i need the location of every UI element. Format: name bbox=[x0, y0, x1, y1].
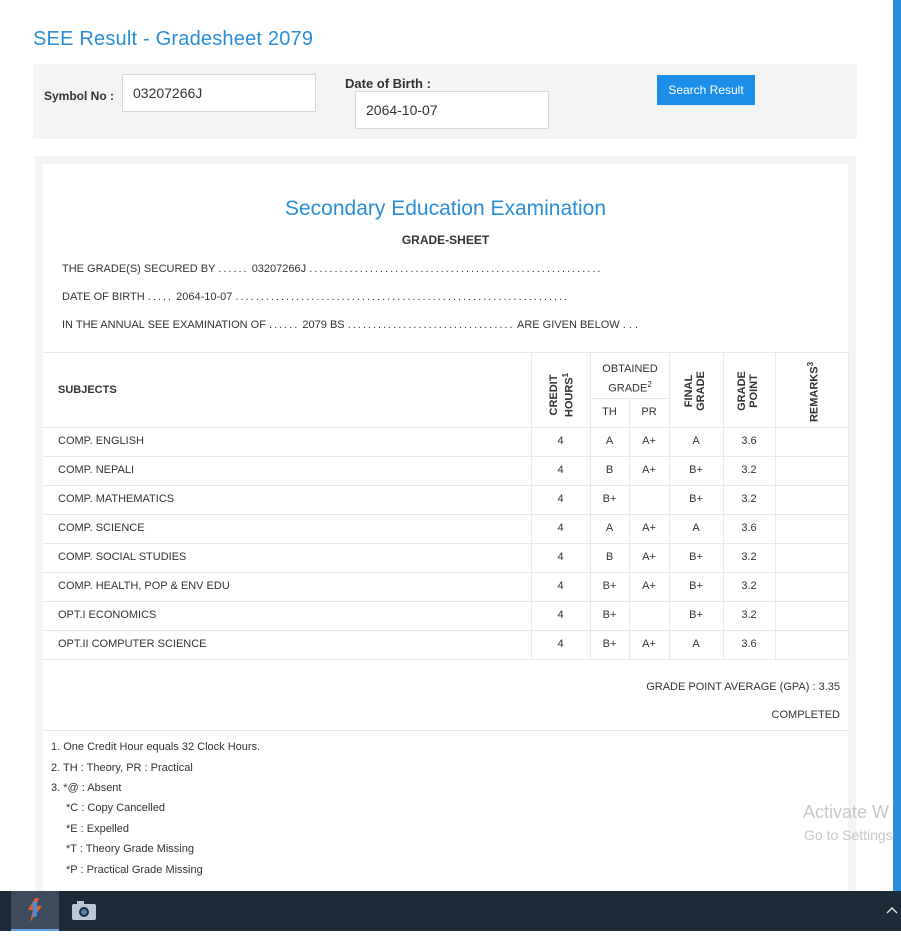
camera-icon bbox=[60, 891, 108, 931]
activate-windows-hint: Go to Settings bbox=[804, 827, 893, 843]
window-edge-strip bbox=[893, 0, 901, 891]
credit-hours-cell: 4 bbox=[557, 580, 564, 592]
dob-line: DATE OF BIRTH ..... 2064-10-07 .................................................................. bbox=[62, 291, 570, 303]
pr-grade-cell: A+ bbox=[642, 638, 656, 650]
grade-point-cell: 3.2 bbox=[741, 493, 757, 505]
th-grade-cell: B+ bbox=[602, 609, 617, 621]
grade-secured-line: THE GRADE(S) SECURED BY ...... 03207266J .......................................................... bbox=[62, 263, 603, 275]
note-theory-missing: *T : Theory Grade Missing bbox=[66, 843, 194, 855]
final-grade-cell: A bbox=[692, 435, 700, 447]
credit-hours-cell: 4 bbox=[557, 493, 564, 505]
exam-year-value: 2079 BS bbox=[302, 319, 345, 331]
chevron-up-icon[interactable] bbox=[885, 903, 899, 917]
th-grade-cell: A bbox=[605, 435, 614, 447]
taskbar-app-launcher[interactable] bbox=[11, 891, 59, 931]
note-absent: 3. *@ : Absent bbox=[51, 782, 122, 794]
note-expelled: *E : Expelled bbox=[66, 823, 129, 835]
grade-point-cell: 3.6 bbox=[741, 638, 757, 650]
final-grade-cell: B+ bbox=[689, 580, 703, 592]
header-final-grade: FINAL GRADE bbox=[683, 371, 707, 411]
grade-point-cell: 3.6 bbox=[741, 435, 757, 447]
pr-grade-cell: A+ bbox=[642, 435, 656, 447]
exam-year-suffix: ARE GIVEN BELOW . . . bbox=[517, 319, 639, 331]
final-grade-cell: B+ bbox=[689, 551, 703, 563]
symbol-label: Symbol No : bbox=[44, 89, 115, 103]
dob-label: Date of Birth : bbox=[345, 76, 431, 91]
grade-secured-symbol: 03207266J bbox=[251, 263, 307, 275]
header-credit-hours: CREDIT HOURS$^1$ bbox=[548, 372, 576, 418]
exam-year-line: IN THE ANNUAL SEE EXAMINATION OF ...... 2079 BS ................................. ARE GIVEN BELOW . . . bbox=[62, 319, 639, 331]
final-grade-cell: A bbox=[692, 638, 700, 650]
subject-name: COMP. SCIENCE bbox=[58, 522, 145, 534]
header-pr: PR bbox=[641, 406, 657, 418]
dob-line-value: 2064-10-07 bbox=[176, 291, 233, 303]
th-grade-cell: B bbox=[605, 551, 614, 563]
activate-windows-watermark: Activate W bbox=[803, 802, 890, 822]
th-grade-cell: B+ bbox=[602, 493, 617, 505]
credit-hours-cell: 4 bbox=[557, 464, 564, 476]
header-obtained-grade: OBTAINED GRADE$^2$ bbox=[602, 363, 658, 395]
app-launcher-icon bbox=[11, 891, 59, 929]
subject-name: OPT.I ECONOMICS bbox=[58, 609, 157, 621]
note-practical-missing: *P : Practical Grade Missing bbox=[66, 864, 203, 876]
grade-point-cell: 3.2 bbox=[741, 580, 757, 592]
subject-name: COMP. NEPALI bbox=[58, 464, 135, 476]
grade-point-cell: 3.2 bbox=[741, 464, 757, 476]
grade-point-cell: 3.6 bbox=[741, 522, 757, 534]
header-subjects: SUBJECTS bbox=[58, 384, 117, 396]
header-th: TH bbox=[602, 406, 617, 418]
pr-grade-cell: A+ bbox=[642, 551, 656, 563]
final-grade-cell: B+ bbox=[689, 464, 703, 476]
dob-line-label: DATE OF BIRTH bbox=[62, 291, 145, 303]
th-grade-cell: B+ bbox=[602, 638, 617, 650]
pr-grade-cell: A+ bbox=[642, 522, 656, 534]
exam-year-label: IN THE ANNUAL SEE EXAMINATION OF bbox=[62, 319, 266, 331]
note-th-pr: 2. TH : Theory, PR : Practical bbox=[51, 762, 193, 774]
header-grade-point: GRADE POINT bbox=[736, 371, 760, 411]
result-status: COMPLETED bbox=[771, 709, 840, 721]
gpa-summary: GRADE POINT AVERAGE (GPA) : 3.35 bbox=[646, 681, 840, 693]
final-grade-cell: A bbox=[692, 522, 700, 534]
search-result-button[interactable]: Search Result bbox=[657, 75, 755, 105]
dob-input[interactable] bbox=[355, 91, 549, 129]
symbol-number-input[interactable] bbox=[122, 74, 316, 112]
grade-point-cell: 3.2 bbox=[741, 551, 757, 563]
subject-name: OPT.II COMPUTER SCIENCE bbox=[58, 638, 207, 650]
note-copy-cancelled: *C : Copy Cancelled bbox=[66, 802, 166, 814]
credit-hours-cell: 4 bbox=[557, 435, 564, 447]
grade-secured-label: THE GRADE(S) SECURED BY bbox=[62, 263, 216, 275]
credit-hours-cell: 4 bbox=[557, 551, 564, 563]
taskbar-camera[interactable] bbox=[60, 891, 108, 931]
th-grade-cell: B+ bbox=[602, 580, 617, 592]
taskbar bbox=[0, 891, 901, 931]
subject-name: COMP. HEALTH, POP & ENV EDU bbox=[58, 580, 230, 592]
gradesheet-title: GRADE-SHEET bbox=[401, 233, 490, 247]
th-grade-cell: B bbox=[605, 464, 614, 476]
th-grade-cell: A bbox=[605, 522, 614, 534]
pr-grade-cell: A+ bbox=[642, 580, 656, 592]
credit-hours-cell: 4 bbox=[557, 638, 564, 650]
grade-point-cell: 3.2 bbox=[741, 609, 757, 621]
final-grade-cell: B+ bbox=[689, 609, 703, 621]
note-credit-hour: 1. One Credit Hour equals 32 Clock Hours. bbox=[51, 741, 261, 753]
credit-hours-cell: 4 bbox=[557, 609, 564, 621]
final-grade-cell: B+ bbox=[689, 493, 703, 505]
subject-name: COMP. MATHEMATICS bbox=[58, 493, 175, 505]
subject-name: COMP. SOCIAL STUDIES bbox=[58, 551, 187, 563]
page-title: SEE Result - Gradesheet 2079 bbox=[33, 28, 314, 50]
header-remarks: REMARKS$^3$ bbox=[806, 361, 821, 423]
subject-name: COMP. ENGLISH bbox=[58, 435, 144, 447]
credit-hours-cell: 4 bbox=[557, 522, 564, 534]
pr-grade-cell: A+ bbox=[642, 464, 656, 476]
exam-title: Secondary Education Examination bbox=[284, 197, 607, 220]
